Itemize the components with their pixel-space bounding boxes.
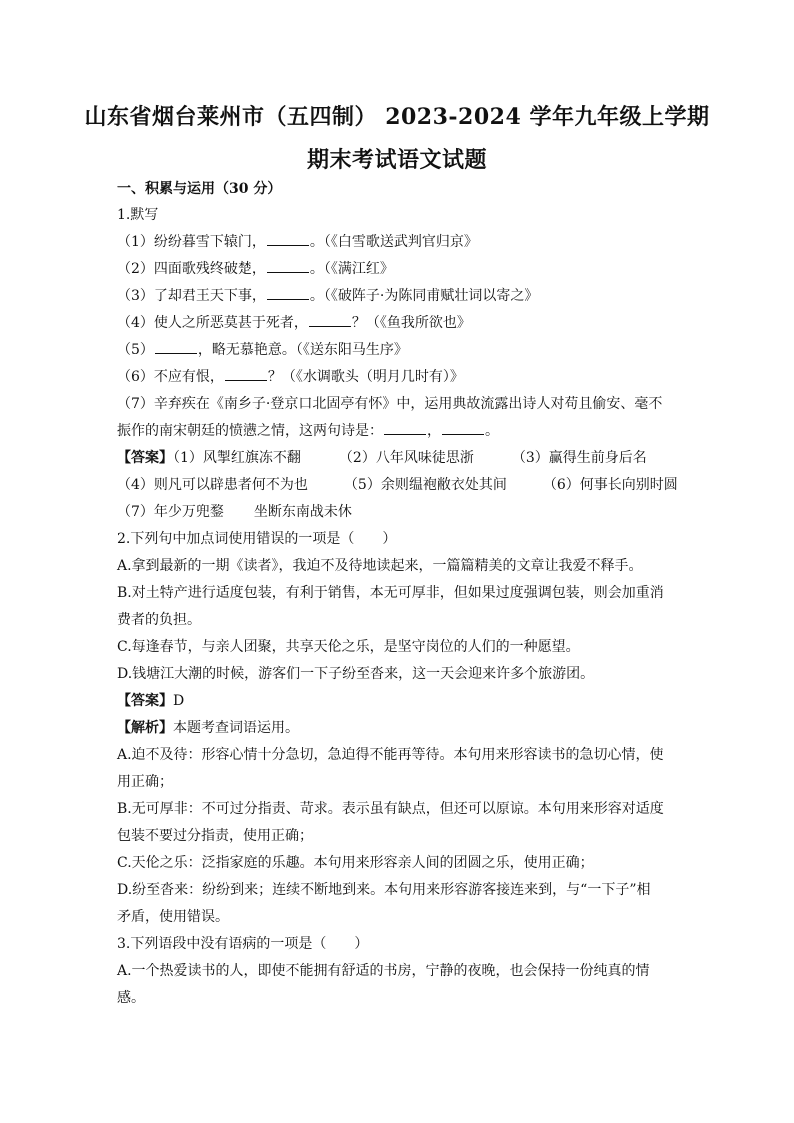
q2-analysis-line: 包装不要过分指责，使用正确；: [117, 828, 313, 844]
q3-option-a-line2: 感。: [117, 990, 145, 1006]
q2-answer: [117, 692, 184, 710]
answer-blank: [384, 422, 426, 435]
q3-option-a-line1: A.一个热爱读书的人，即使不能拥有舒适的书房，宁静的夜晚，也会保持一份纯真的情: [117, 963, 650, 979]
answer-blank: [267, 233, 309, 246]
q2-analysis-intro-text: 本题考查词语运用。: [173, 720, 299, 736]
q1-item-4-post: ？（《鱼我所欲也》: [351, 315, 471, 331]
answer-blank: [155, 341, 197, 354]
q2-analysis-line: D.纷至沓来：纷纷到来；连续不断地到来。本句用来形容游客接连来到，与“一下子”相: [117, 882, 651, 898]
q1-answer-1: （1）风掣红旗冻不翻: [173, 450, 301, 466]
q2-analysis-intro: [117, 719, 299, 737]
question-2-stem: 2.下列句中加点词使用错误的一项是（ ）: [117, 531, 397, 547]
q1-item-7-post: 。: [485, 423, 499, 439]
question-1-label: 1.默写: [117, 207, 159, 223]
q1-item-7-line2: [117, 422, 499, 440]
answer-blank: [225, 368, 267, 381]
question-3-stem: 3.下列语段中没有语病的一项是（ ）: [117, 936, 369, 952]
q1-answer-7a: （7）年少万兜鍪: [117, 504, 224, 520]
q1-item-6-pre: （6）不应有恨，: [117, 369, 224, 385]
q2-analysis-line: 矛盾，使用错误。: [117, 909, 229, 925]
q1-item-4-pre: （4）使人之所恶莫甚于死者，: [117, 315, 308, 331]
q1-answer-4: （4）则凡可以辟患者何不为也: [117, 477, 308, 493]
q1-item-3-post: 。（《破阵子·为陈同甫赋壮词以寄之》: [309, 288, 539, 304]
q1-item-2-pre: （2）四面歌残终破楚，: [117, 261, 266, 277]
q1-answer-7b: 坐断东南战未休: [253, 504, 352, 520]
q1-answer-6: （6）何事长向别时圆: [542, 477, 678, 493]
q1-item-3: [117, 287, 538, 305]
q1-item-1-post: 。（《白雪歌送武判官归京》: [309, 234, 478, 250]
q1-item-5-post: ，略无慕艳意。（《送东阳马生序》: [197, 342, 408, 358]
answer-label: 【答案】: [117, 693, 173, 709]
q2-analysis-line: C.天伦之乐：泛指家庭的乐趣。本句用来形容亲人间的团圆之乐，使用正确；: [117, 855, 594, 871]
q2-option-a: A.拿到最新的一期《读者》，我迫不及待地读起来，一篇篇精美的文章让我爱不释手。: [117, 558, 643, 574]
q1-item-7-line1: （7）辛弃疾在《南乡子·登京口北固亭有怀》中，运用典故流露出诗人对苟且偷安、毫不: [117, 396, 663, 412]
q1-item-6: [117, 368, 464, 386]
q1-item-7-pre: 振作的南宋朝廷的愤懑之情，这两句诗是：: [117, 423, 383, 439]
q1-answer-3: （3）赢得生前身后名: [511, 450, 647, 466]
q1-answer-row-2: [117, 476, 678, 494]
q2-answer-value: D: [173, 693, 185, 709]
q2-analysis-line: 用正确；: [117, 774, 173, 790]
q1-answer-row-3: [117, 503, 352, 521]
q1-item-5-pre: （5）: [117, 342, 154, 358]
q1-item-2-post: 。（《满江红》: [309, 261, 394, 277]
answer-blank: [442, 422, 484, 435]
answer-blank: [267, 287, 309, 300]
q1-answer-2: （2）八年风味徒思浙: [338, 450, 474, 466]
exam-title-line2: 期末考试语文试题: [306, 147, 487, 173]
q1-item-5: [117, 341, 408, 359]
q1-item-6-post: ？（《水调歌头（明月几时有）》: [267, 369, 464, 385]
q2-option-c: C.每逢春节，与亲人团聚，共享天伦之乐，是坚守岗位的人们的一种愿望。: [117, 639, 580, 655]
q1-item-1: [117, 233, 478, 251]
q1-item-1-pre: （1）纷纷暮雪下辕门，: [117, 234, 266, 250]
answer-label: 【答案】: [117, 450, 173, 466]
q1-item-2: [117, 260, 394, 278]
q2-option-b-line2: 费者的负担。: [117, 612, 201, 628]
q1-item-3-pre: （3）了却君王天下事，: [117, 288, 266, 304]
q2-analysis-line: A.迫不及待：形容心情十分急切，急迫得不能再等待。本句用来形容读书的急切心情，使: [117, 747, 664, 763]
exam-title-line1: 山东省烟台莱州市（五四制） 2023-2024 学年九年级上学期: [84, 104, 710, 130]
q1-item-4: [117, 314, 471, 332]
q1-item-7-mid: ，: [427, 423, 441, 439]
analysis-label: 【解析】: [117, 720, 173, 736]
answer-blank: [267, 260, 309, 273]
q2-analysis-line: B.无可厚非：不可过分指责、苛求。表示虽有缺点，但还可以原谅。本句用来形容对适度: [117, 801, 664, 817]
q2-option-d: D.钱塘江大潮的时候，游客们一下子纷至沓来，这一天会迎来许多个旅游团。: [117, 666, 595, 682]
q1-answer-5: （5）余则缊袍敝衣处其间: [343, 477, 507, 493]
section-heading: 一、积累与运用（30 分）: [117, 181, 282, 197]
q1-answer-row-1: [117, 449, 647, 467]
q2-option-b-line1: B.对土特产进行适度包装，有利于销售，本无可厚非，但如果过度强调包装，则会加重消: [117, 585, 664, 601]
answer-blank: [309, 314, 351, 327]
